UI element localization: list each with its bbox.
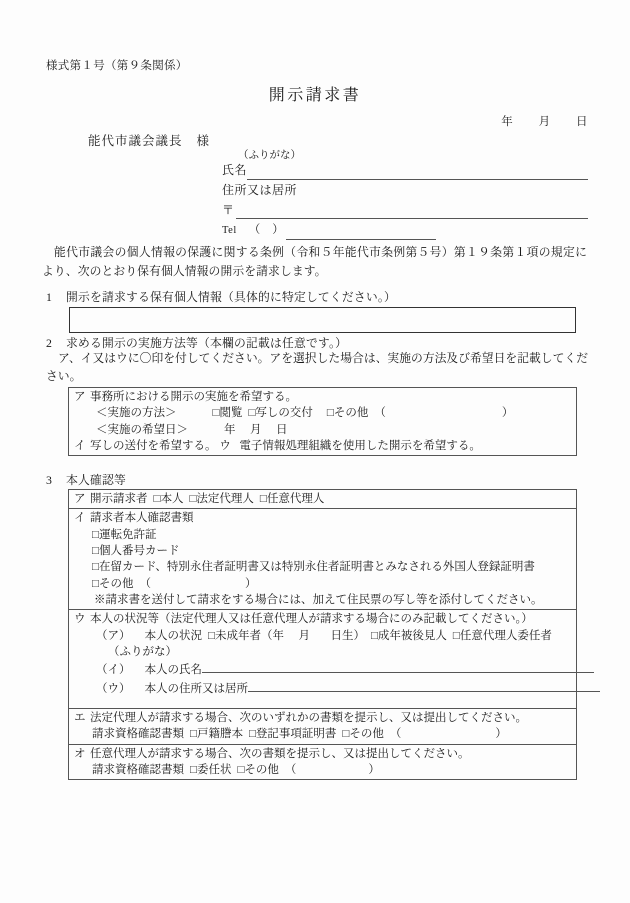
intro-paragraph: 能代市議会の個人情報の保護に関する条例（令和５年能代市条例第５号）第１９条第１項の規定により、次のとおり保有個人情報の開示を請求します。 xyxy=(42,245,587,278)
section-2-note: ア、イ又はウに〇印を付してください。アを選択した場合は、実施の方法及び希望日を記載してください。 xyxy=(46,351,588,383)
s2-date-label: ＜実施の希望日＞ xyxy=(96,423,188,436)
s3-person-name-input[interactable] xyxy=(202,660,594,673)
s3-row-u-cell[interactable] xyxy=(69,610,577,709)
s3-person-furigana-label: （ふりがな） xyxy=(108,645,177,658)
applicant-zip-row xyxy=(222,202,588,219)
s3-row-e-docs-line xyxy=(74,726,572,742)
applicant-tel-input[interactable] xyxy=(286,226,436,240)
tel-paren-close: ） xyxy=(272,224,284,236)
s3-legal-doc-checkbox-other[interactable]: □その他 xyxy=(342,728,384,741)
s3-row-u-sub-a-line xyxy=(74,628,572,644)
table-row xyxy=(69,509,577,610)
s3-id-other-paren-open: （ xyxy=(139,577,151,590)
s3-legal-doc-checkbox-family-register[interactable]: □戸籍謄本 xyxy=(190,728,243,741)
s3-row-i-line xyxy=(74,512,194,524)
table-row xyxy=(69,388,577,456)
section-3-heading xyxy=(46,472,126,489)
date-year-label: 年 xyxy=(501,116,514,128)
form-number: 様式第１号（第９条関係） xyxy=(46,60,188,72)
s2-method-label: ＜実施の方法＞ xyxy=(96,407,177,420)
applicant-name-input[interactable] xyxy=(247,166,588,180)
s3-marker-i: イ xyxy=(74,512,86,525)
table-row xyxy=(69,708,577,744)
s2-marker-a: ア xyxy=(74,391,86,403)
s2-option-a-line xyxy=(74,391,297,403)
s3-row-e-line xyxy=(74,712,527,724)
section-2-table xyxy=(68,387,577,456)
s3-id-checkbox-my-number-card[interactable]: □個人番号カード xyxy=(92,544,180,557)
s3-id-checkbox-drivers-license[interactable]: □運転免許証 xyxy=(92,528,157,541)
s2-date-day[interactable]: 日 xyxy=(276,423,288,436)
s3-row-e-paren-close: ） xyxy=(495,728,507,741)
s2-method-line xyxy=(74,405,572,421)
addressee-name: 能代市議会議長 xyxy=(88,134,183,148)
s2-date-year[interactable]: 年 xyxy=(224,423,236,436)
s3-status-checkbox-delegator[interactable]: □任意代理人委任者 xyxy=(452,629,552,642)
table-row xyxy=(69,610,577,709)
applicant-furigana-label: （ふりがな） xyxy=(238,150,301,161)
s3-status-checkbox-adult-ward[interactable]: □成年被後見人 xyxy=(370,629,447,642)
postal-mark-icon: 〒 xyxy=(222,203,235,217)
s2-marker-u: ウ xyxy=(219,439,231,452)
section-1-heading xyxy=(46,289,396,306)
s2-option-i-text: 写しの送付を希望する。 xyxy=(90,439,217,452)
s3-row-i-label: 請求者本人確認書類 xyxy=(90,512,194,525)
addressee xyxy=(88,132,210,150)
s3-marker-u: ウ xyxy=(74,613,86,626)
s3-row-e-label: 法定代理人が請求する場合、次のいずれかの書類を提示し、又は提出してください。 xyxy=(90,711,527,724)
s3-voluntary-doc-checkbox-other[interactable]: □その他 xyxy=(237,763,279,776)
s3-row-o-paren-open: （ xyxy=(284,763,297,776)
applicant-name-row xyxy=(222,162,588,180)
s3-row-a-cell[interactable] xyxy=(69,490,577,509)
section-1-input-box[interactable] xyxy=(69,307,576,333)
s3-row-e-paren-open: （ xyxy=(389,728,402,741)
s2-date-month[interactable]: 月 xyxy=(250,423,262,436)
s3-row-e-cell[interactable] xyxy=(69,708,577,744)
s2-date-line xyxy=(74,422,572,438)
s2-marker-i: イ xyxy=(74,439,86,452)
s3-id-other-line xyxy=(74,576,572,592)
s2-option-i-line[interactable] xyxy=(74,440,219,452)
table-row xyxy=(69,490,577,509)
s3-birth-month[interactable]: 月 xyxy=(298,629,310,642)
s3-person-address-input[interactable] xyxy=(248,679,600,692)
s3-sub-u-marker: （ウ） xyxy=(96,682,131,695)
date-line xyxy=(0,114,588,131)
s3-legal-doc-checkbox-registry-cert[interactable]: □登記事項証明書 xyxy=(248,728,337,741)
s2-method-checkbox-other[interactable]: □その他 xyxy=(326,407,369,420)
s2-method-checkbox-browse[interactable]: □閲覧 xyxy=(212,407,243,420)
s3-sub-u-label: 本人の住所又は居所 xyxy=(144,682,248,695)
s2-option-u-line[interactable] xyxy=(219,440,481,452)
section-1-number: 1 xyxy=(46,290,53,304)
section-3-title: 本人確認等 xyxy=(66,473,126,487)
s3-row-o-label: 任意代理人が請求する場合、次の書類を提示し、又は提出してください。 xyxy=(90,747,470,760)
s3-row-a-label: 開示請求者 xyxy=(90,493,148,505)
s3-requester-checkbox-legal-rep[interactable]: □法定代理人 xyxy=(189,493,254,505)
s3-row-e-docs-label: 請求資格確認書類 xyxy=(92,728,184,741)
applicant-address-input[interactable] xyxy=(236,205,588,219)
s2-method-other-paren-open: （ xyxy=(374,407,386,420)
telephone-label: Tel xyxy=(222,225,237,237)
s3-birth-paren-open: （ xyxy=(260,629,273,642)
s3-marker-e: エ xyxy=(74,711,86,724)
s3-marker-a: ア xyxy=(74,493,86,505)
s3-row-o-paren-close: ） xyxy=(368,763,380,776)
s3-sub-i-label: 本人の氏名 xyxy=(144,664,202,677)
s3-requester-checkbox-voluntary-rep[interactable]: □任意代理人 xyxy=(259,493,325,505)
s2-option-a-text: 事務所における開示の実施を希望する。 xyxy=(90,391,297,403)
s3-sub-i-marker: （イ） xyxy=(96,664,131,677)
s3-status-checkbox-minor[interactable]: □未成年者 xyxy=(208,629,261,642)
s3-row-o-docs-line xyxy=(74,762,572,778)
s3-sub-a-marker: （ア） xyxy=(96,629,131,642)
s3-row-o-line xyxy=(74,748,470,760)
s3-row-o-cell[interactable] xyxy=(69,744,577,780)
s3-id-checkbox-other[interactable]: □その他 xyxy=(92,577,134,590)
applicant-address-label: 住所又は居所 xyxy=(222,183,298,197)
s2-option-u-text: 電子情報処理組織を使用した開示を希望する。 xyxy=(239,439,481,452)
section-2-number: 2 xyxy=(46,336,53,350)
s3-sub-a-label: 本人の状況 xyxy=(144,629,202,642)
s3-row-u-sub-u-line xyxy=(74,679,572,697)
section-1-title: 開示を請求する保有個人情報（具体的に特定してください。） xyxy=(66,290,397,304)
section-3-number: 3 xyxy=(46,473,53,487)
s2-method-other-paren-close: ） xyxy=(501,407,514,420)
s3-row-u-line xyxy=(74,613,533,625)
applicant-name-label: 氏名 xyxy=(222,163,248,177)
s3-id-checkbox-residence-card[interactable]: □在留カード、特別永住者証明書又は特別永住者証明書とみなされる外国人登録証明書 xyxy=(92,561,535,574)
section-2-title: 求める開示の実施方法等（本欄の記載は任意です。） xyxy=(66,336,348,350)
s3-row-i-note: ※請求書を送付して請求をする場合には、加えて住民票の写し等を添付してください。 xyxy=(94,593,543,606)
table-row xyxy=(69,744,577,780)
applicant-address-row xyxy=(222,182,588,200)
s3-id-other-paren-close: ） xyxy=(244,577,257,590)
s2-option-a-cell[interactable] xyxy=(69,388,577,456)
s3-birth-year[interactable]: 年 xyxy=(272,629,284,642)
addressee-honorific: 様 xyxy=(196,134,211,148)
applicant-tel-row xyxy=(222,222,588,240)
page-title: 開示請求書 xyxy=(268,87,362,104)
section-3-table xyxy=(68,489,577,780)
s3-requester-checkbox-self[interactable]: □本人 xyxy=(153,493,184,505)
s3-row-u-sub-i-line xyxy=(74,660,572,678)
s3-row-o-docs-label: 請求資格確認書類 xyxy=(92,763,184,776)
s3-voluntary-doc-checkbox-power-of-attorney[interactable]: □委任状 xyxy=(190,763,232,776)
s3-row-u-spacer xyxy=(74,697,572,707)
date-month-label: 月 xyxy=(538,116,551,128)
s3-marker-o: オ xyxy=(74,747,86,760)
s3-row-a-line xyxy=(74,493,324,505)
s3-birth-day[interactable]: 日生） xyxy=(330,629,365,642)
s2-method-checkbox-copy[interactable]: □写しの交付 xyxy=(248,407,313,420)
date-day-label: 日 xyxy=(576,116,588,128)
s3-row-u-label: 本人の状況等（法定代理人又は任意代理人が請求する場合にのみ記載してください。） xyxy=(90,613,533,626)
tel-paren-open: （ xyxy=(248,224,261,236)
s3-row-i-cell[interactable] xyxy=(69,509,577,610)
